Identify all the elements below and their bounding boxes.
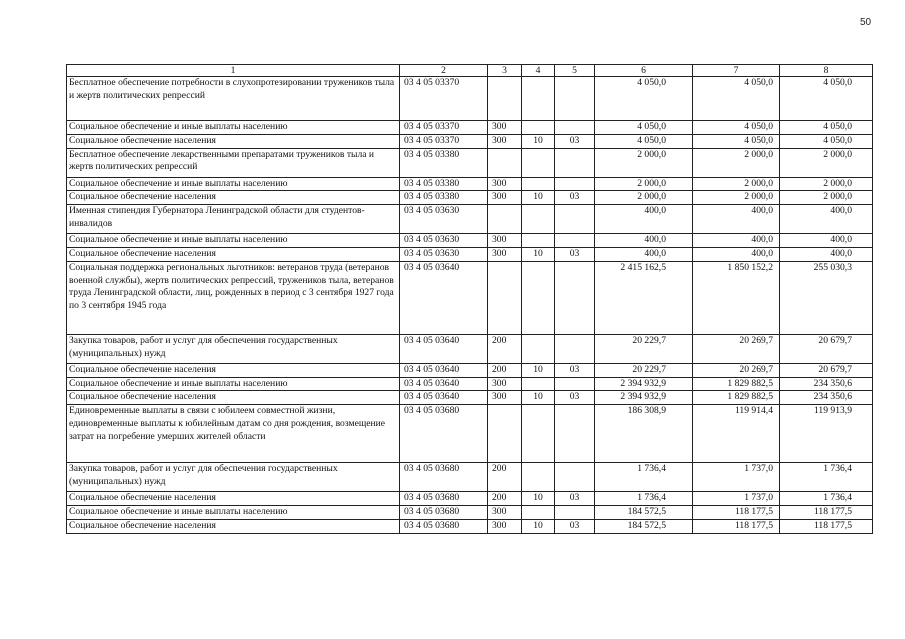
section-code [522, 177, 555, 191]
row-name: Социальное обеспечение населения [67, 363, 400, 377]
amount-col7: 118 177,5 [693, 519, 780, 533]
expense-type-code [488, 405, 522, 463]
section-code: 10 [522, 391, 555, 405]
amount-col6: 184 572,5 [595, 505, 693, 519]
subsection-code [555, 177, 595, 191]
row-name: Социальное обеспечение населения [67, 391, 400, 405]
amount-col6: 2 000,0 [595, 148, 693, 177]
table-row [67, 405, 873, 463]
table-row [67, 234, 873, 248]
amount-col7: 4 050,0 [693, 134, 780, 148]
row-name: Социальное обеспечение и иные выплаты населению [67, 377, 400, 391]
budget-code: 03 4 05 03680 [400, 405, 488, 463]
budget-table [66, 64, 873, 534]
header-row [67, 65, 873, 77]
amount-col8: 4 050,0 [780, 134, 873, 148]
budget-code: 03 4 05 03380 [400, 191, 488, 205]
amount-col8: 255 030,3 [780, 261, 873, 334]
amount-col8: 20 679,7 [780, 334, 873, 363]
row-name: Социальное обеспечение и иные выплаты населению [67, 234, 400, 248]
table-row [67, 77, 873, 121]
amount-col8: 234 350,6 [780, 377, 873, 391]
subsection-code [555, 405, 595, 463]
row-name: Закупка товаров, работ и услуг для обеспечения государственных (муниципальных) нужд [67, 334, 400, 363]
amount-col7: 2 000,0 [693, 148, 780, 177]
column-header: 2 [400, 65, 488, 77]
expense-type-code [488, 261, 522, 334]
amount-col8: 4 050,0 [780, 77, 873, 121]
table-row [67, 134, 873, 148]
amount-col6: 2 394 932,9 [595, 377, 693, 391]
subsection-code: 03 [555, 191, 595, 205]
amount-col8: 234 350,6 [780, 391, 873, 405]
expense-type-code: 300 [488, 134, 522, 148]
amount-col8: 119 913,9 [780, 405, 873, 463]
row-name: Социальное обеспечение населения [67, 191, 400, 205]
amount-col6: 4 050,0 [595, 77, 693, 121]
column-header: 8 [780, 65, 873, 77]
amount-col7: 400,0 [693, 205, 780, 234]
amount-col7: 2 000,0 [693, 191, 780, 205]
amount-col8: 400,0 [780, 247, 873, 261]
amount-col6: 20 229,7 [595, 334, 693, 363]
table-row [67, 363, 873, 377]
table-row [67, 247, 873, 261]
subsection-code: 03 [555, 247, 595, 261]
subsection-code [555, 121, 595, 135]
budget-code: 03 4 05 03630 [400, 247, 488, 261]
amount-col8: 118 177,5 [780, 519, 873, 533]
subsection-code [555, 334, 595, 363]
table-row [67, 121, 873, 135]
expense-type-code: 300 [488, 121, 522, 135]
budget-code: 03 4 05 03630 [400, 234, 488, 248]
row-name: Социальное обеспечение населения [67, 519, 400, 533]
amount-col7: 4 050,0 [693, 121, 780, 135]
section-code: 10 [522, 134, 555, 148]
subsection-code [555, 205, 595, 234]
table-row [67, 519, 873, 533]
section-code [522, 121, 555, 135]
row-name: Социальное обеспечение населения [67, 247, 400, 261]
section-code [522, 334, 555, 363]
amount-col8: 1 736,4 [780, 463, 873, 492]
table-row [67, 377, 873, 391]
subsection-code: 03 [555, 134, 595, 148]
expense-type-code [488, 77, 522, 121]
budget-code: 03 4 05 03380 [400, 177, 488, 191]
subsection-code [555, 463, 595, 492]
column-header: 7 [693, 65, 780, 77]
amount-col6: 2 415 162,5 [595, 261, 693, 334]
row-name: Социальное обеспечение и иные выплаты населению [67, 505, 400, 519]
amount-col6: 2 394 932,9 [595, 391, 693, 405]
row-name: Именная стипендия Губернатора Ленинградской области для студентов-инвалидов [67, 205, 400, 234]
section-code: 10 [522, 492, 555, 506]
table-row [67, 391, 873, 405]
expense-type-code: 200 [488, 363, 522, 377]
subsection-code [555, 377, 595, 391]
subsection-code: 03 [555, 391, 595, 405]
amount-col8: 4 050,0 [780, 121, 873, 135]
expense-type-code [488, 148, 522, 177]
section-code: 10 [522, 519, 555, 533]
amount-col6: 184 572,5 [595, 519, 693, 533]
amount-col7: 119 914,4 [693, 405, 780, 463]
column-header: 5 [555, 65, 595, 77]
table-row [67, 191, 873, 205]
table-row [67, 205, 873, 234]
page-number: 50 [860, 17, 872, 28]
expense-type-code [488, 205, 522, 234]
amount-col7: 1 829 882,5 [693, 391, 780, 405]
expense-type-code: 300 [488, 234, 522, 248]
amount-col8: 2 000,0 [780, 148, 873, 177]
amount-col6: 400,0 [595, 247, 693, 261]
amount-col6: 1 736,4 [595, 463, 693, 492]
expense-type-code: 200 [488, 463, 522, 492]
row-name: Закупка товаров, работ и услуг для обеспечения государственных (муниципальных) нужд [67, 463, 400, 492]
budget-code: 03 4 05 03640 [400, 334, 488, 363]
budget-code: 03 4 05 03640 [400, 261, 488, 334]
expense-type-code: 300 [488, 519, 522, 533]
subsection-code [555, 261, 595, 334]
section-code [522, 405, 555, 463]
budget-code: 03 4 05 03680 [400, 505, 488, 519]
section-code [522, 261, 555, 334]
amount-col8: 2 000,0 [780, 191, 873, 205]
amount-col6: 186 308,9 [595, 405, 693, 463]
amount-col7: 1 737,0 [693, 463, 780, 492]
table-row [67, 334, 873, 363]
section-code [522, 463, 555, 492]
row-name: Социальное обеспечение населения [67, 492, 400, 506]
amount-col7: 2 000,0 [693, 177, 780, 191]
table-row [67, 492, 873, 506]
amount-col7: 20 269,7 [693, 334, 780, 363]
expense-type-code: 300 [488, 377, 522, 391]
row-name: Единовременные выплаты в связи с юбилеем совместной жизни, единовременные выплаты к юбилейным датам со дня рождения, возмещение затрат на погребение умерших жителей области [67, 405, 400, 463]
subsection-code [555, 234, 595, 248]
section-code [522, 77, 555, 121]
section-code [522, 148, 555, 177]
amount-col8: 400,0 [780, 234, 873, 248]
amount-col6: 2 000,0 [595, 191, 693, 205]
section-code [522, 377, 555, 391]
expense-type-code: 300 [488, 177, 522, 191]
amount-col7: 1 850 152,2 [693, 261, 780, 334]
amount-col6: 1 736,4 [595, 492, 693, 506]
amount-col7: 118 177,5 [693, 505, 780, 519]
budget-code: 03 4 05 03680 [400, 492, 488, 506]
section-code [522, 505, 555, 519]
subsection-code: 03 [555, 519, 595, 533]
table-row [67, 261, 873, 334]
expense-type-code: 300 [488, 191, 522, 205]
amount-col7: 400,0 [693, 247, 780, 261]
expense-type-code: 300 [488, 391, 522, 405]
budget-code: 03 4 05 03640 [400, 391, 488, 405]
subsection-code [555, 505, 595, 519]
amount-col6: 400,0 [595, 234, 693, 248]
row-name: Бесплатное обеспечение лекарственными препаратами тружеников тыла и жертв политических репрессий [67, 148, 400, 177]
section-code [522, 205, 555, 234]
row-name: Бесплатное обеспечение потребности в слухопротезировании тружеников тыла и жертв политических репрессий [67, 77, 400, 121]
amount-col6: 400,0 [595, 205, 693, 234]
budget-code: 03 4 05 03680 [400, 519, 488, 533]
subsection-code: 03 [555, 492, 595, 506]
column-header: 4 [522, 65, 555, 77]
amount-col8: 2 000,0 [780, 177, 873, 191]
section-code: 10 [522, 363, 555, 377]
table-row [67, 177, 873, 191]
budget-code: 03 4 05 03370 [400, 134, 488, 148]
column-header: 1 [67, 65, 400, 77]
row-name: Социальное обеспечение и иные выплаты населению [67, 121, 400, 135]
row-name: Социальное обеспечение населения [67, 134, 400, 148]
budget-code: 03 4 05 03640 [400, 363, 488, 377]
subsection-code [555, 77, 595, 121]
row-name: Социальное обеспечение и иные выплаты населению [67, 177, 400, 191]
expense-type-code: 200 [488, 492, 522, 506]
section-code [522, 234, 555, 248]
amount-col8: 118 177,5 [780, 505, 873, 519]
expense-type-code: 300 [488, 505, 522, 519]
amount-col7: 1 737,0 [693, 492, 780, 506]
expense-type-code: 300 [488, 247, 522, 261]
amount-col6: 20 229,7 [595, 363, 693, 377]
budget-code: 03 4 05 03640 [400, 377, 488, 391]
row-name: Социальная поддержка региональных льготников: ветеранов труда (ветеранов военной службы), жертв политических репрессий, тружеников тыла, ветеранов труда Ленинградской области, лиц, рожденных в период с 3 сентября 1927 года по 3 сентября 1945 года [67, 261, 400, 334]
budget-code: 03 4 05 03680 [400, 463, 488, 492]
amount-col6: 4 050,0 [595, 134, 693, 148]
amount-col8: 20 679,7 [780, 363, 873, 377]
subsection-code: 03 [555, 363, 595, 377]
amount-col7: 4 050,0 [693, 77, 780, 121]
amount-col7: 400,0 [693, 234, 780, 248]
budget-code: 03 4 05 03630 [400, 205, 488, 234]
amount-col7: 1 829 882,5 [693, 377, 780, 391]
amount-col8: 1 736,4 [780, 492, 873, 506]
column-header: 3 [488, 65, 522, 77]
budget-code: 03 4 05 03380 [400, 148, 488, 177]
section-code: 10 [522, 247, 555, 261]
amount-col8: 400,0 [780, 205, 873, 234]
table-row [67, 505, 873, 519]
expense-type-code: 200 [488, 334, 522, 363]
column-header: 6 [595, 65, 693, 77]
table-row [67, 463, 873, 492]
amount-col7: 20 269,7 [693, 363, 780, 377]
section-code: 10 [522, 191, 555, 205]
budget-code: 03 4 05 03370 [400, 77, 488, 121]
budget-code: 03 4 05 03370 [400, 121, 488, 135]
subsection-code [555, 148, 595, 177]
amount-col6: 2 000,0 [595, 177, 693, 191]
table-row [67, 148, 873, 177]
amount-col6: 4 050,0 [595, 121, 693, 135]
